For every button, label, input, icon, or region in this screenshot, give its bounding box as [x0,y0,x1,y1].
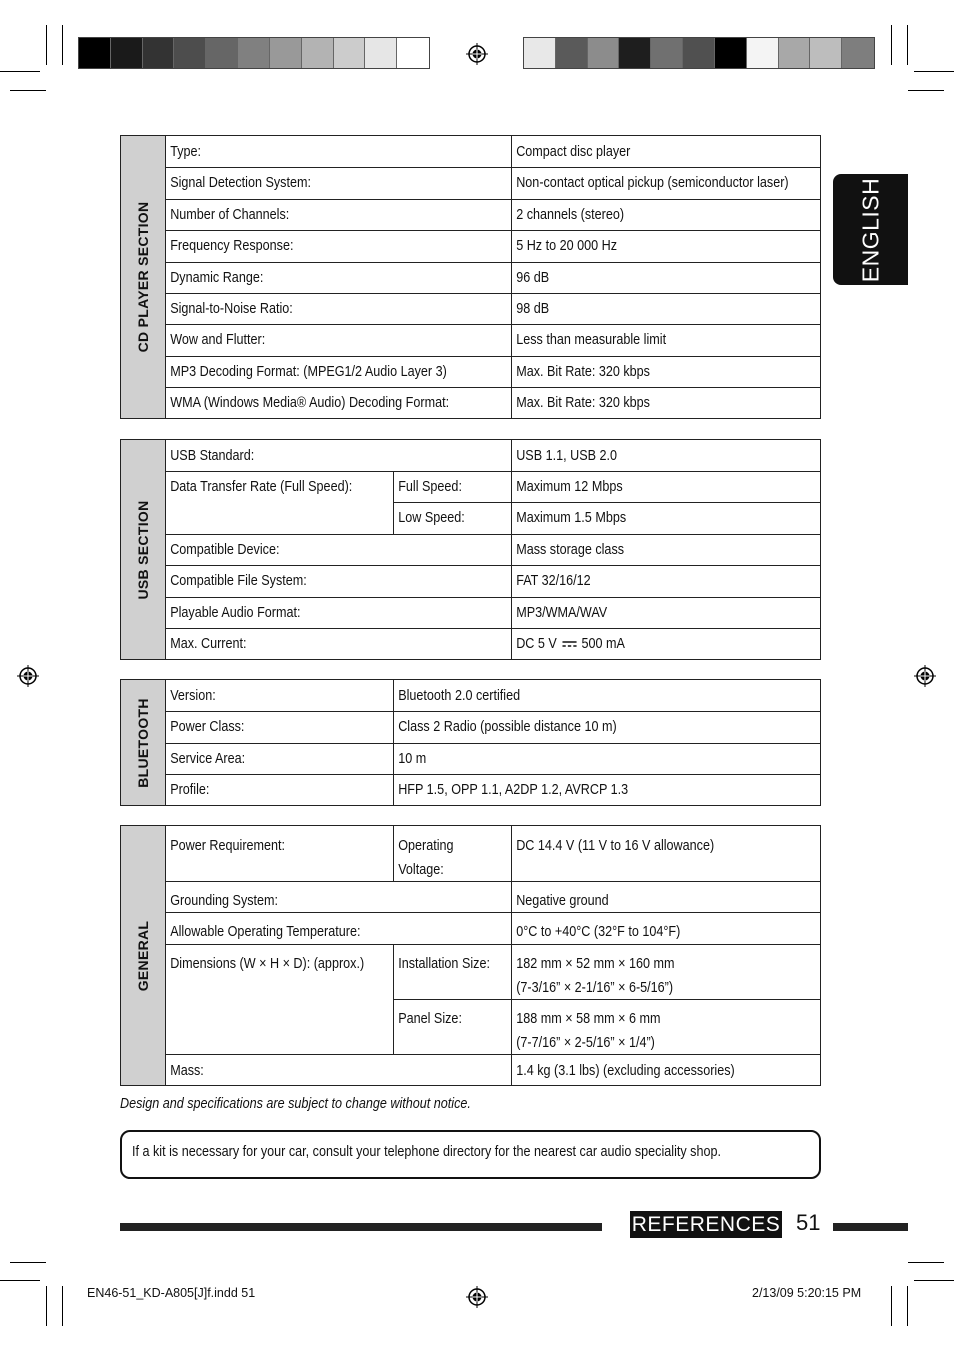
bluetooth-spec-table [120,679,821,806]
spec-key: Type: [170,143,202,160]
spec-value: USB 1.1, USB 2.0 [516,447,618,464]
footer-rule-left [120,1223,602,1231]
registration-mark-icon [17,665,39,687]
spec-subkey: Panel Size: [398,1010,462,1027]
color-calibration-bar-right [523,37,875,69]
spec-value: 98 dB [516,300,550,317]
color-swatch [79,38,111,68]
color-swatch [683,38,715,68]
spec-subkey: Installation Size: [398,955,490,972]
color-swatch [206,38,238,68]
spec-key: Power Class: [170,718,245,736]
color-swatch [365,38,397,68]
language-tab-label: ENGLISH [857,177,883,282]
spec-value [512,628,625,656]
spec-value: 10 m [398,749,427,767]
spec-value: 5 Hz to 20 000 Hz [516,237,618,255]
color-swatch [651,38,683,68]
section-label-text: GENERAL [135,920,151,991]
dc-symbol-icon [562,640,576,648]
spec-key: WMA (Windows Media® Audio) Decoding Format: [170,394,450,412]
spec-key: MP3 Decoding Format: (MPEG1/2 Audio Layer 3) [170,362,447,380]
spec-value: Non-contact optical pickup (semiconductor laser) [516,174,789,192]
spec-value: Mass storage class [516,541,625,558]
spec-key: Version: [170,687,216,704]
spec-key: Signal-to-Noise Ratio: [170,300,293,317]
spec-value [512,948,674,1000]
spec-subkey: Low Speed: [398,509,465,526]
section-label-text: USB SECTION [135,500,151,599]
language-tab [833,174,908,285]
color-swatch [619,38,651,68]
installation-imperial: (7-3/16” × 2-1/16” × 6-5/16”) [516,979,674,996]
spec-value: Maximum 12 Mbps [516,478,623,495]
color-swatch [397,38,429,68]
spec-value: Compact disc player [516,143,631,160]
spec-key: Playable Audio Format: [170,604,301,621]
section-label [121,826,166,1085]
spec-value: DC 14.4 V (11 V to 16 V allowance) [516,837,715,854]
color-swatch [334,38,366,68]
spec-value: 0°C to +40°C (32°F to 104°F) [516,923,681,940]
spec-value: FAT 32/16/12 [516,572,591,589]
page-number: 51 [796,1210,821,1235]
cd-player-spec-table [120,135,821,419]
color-swatch [747,38,779,68]
spec-value: 2 channels (stereo) [516,205,625,223]
spec-value: Class 2 Radio (possible distance 10 m) [398,718,617,736]
spec-key: Allowable Operating Temperature: [170,923,361,940]
spec-key: USB Standard: [170,447,255,464]
spec-key: Service Area: [170,749,246,767]
spec-value: HFP 1.5, OPP 1.1, A2DP 1.2, AVRCP 1.3 [398,780,629,798]
color-swatch [810,38,842,68]
registration-mark-icon [914,665,936,687]
spec-key: Signal Detection System: [170,174,311,192]
section-label-text: CD PLAYER SECTION [135,201,151,353]
spec-key: Compatible Device: [170,541,280,558]
spec-value: Max. Bit Rate: 320 kbps [516,394,650,412]
current-voltage: DC 5 V [516,635,557,652]
current-amperage: 500 mA [581,635,625,652]
color-swatch [302,38,334,68]
section-label [121,680,166,805]
color-swatch [842,38,874,68]
spec-key: Compatible File System: [170,572,307,589]
spec-value: Negative ground [516,892,609,909]
spec-disclaimer: Design and specifications are subject to change without notice. [120,1095,471,1112]
spec-value: Bluetooth 2.0 certified [398,687,521,704]
color-swatch [143,38,175,68]
color-swatch [270,38,302,68]
section-name-badge: REFERENCES [631,1213,781,1236]
color-swatch [524,38,556,68]
registration-mark-icon [466,43,488,65]
voltage-label: Voltage: [398,861,444,878]
section-label-text: BLUETOOTH [135,697,151,788]
spec-value: Less than measurable limit [516,331,667,349]
color-swatch [238,38,270,68]
spec-subkey: Full Speed: [398,478,462,495]
spec-key: Dynamic Range: [170,268,264,286]
spec-key: Wow and Flutter: [170,331,266,349]
spec-key: Frequency Response: [170,237,294,255]
color-swatch [111,38,143,68]
footer-rule-right [833,1223,908,1231]
color-swatch [588,38,620,68]
spec-value: Maximum 1.5 Mbps [516,509,627,526]
spec-key: Mass: [170,1062,204,1079]
spec-subkey [394,830,454,882]
spec-key: Grounding System: [170,892,279,909]
color-swatch [174,38,206,68]
installation-metric: 182 mm × 52 mm × 160 mm [516,955,675,972]
general-spec-table [120,825,821,1086]
panel-metric: 188 mm × 58 mm × 6 mm [516,1010,661,1027]
spec-key: Dimensions (W × H × D): (approx.) [170,955,365,972]
color-calibration-bar-left [78,37,430,69]
kit-notice-text: If a kit is necessary for your car, consult your telephone directory for the nearest car audio speciality shop. [132,1143,721,1160]
kit-notice-box [120,1130,821,1179]
spec-key: Number of Channels: [170,205,290,223]
registration-mark-icon [466,1286,488,1308]
color-swatch [715,38,747,68]
spec-key: Power Requirement: [170,837,286,854]
file-slug: EN46-51_KD-A805[J]f.indd 51 [87,1286,256,1300]
spec-value: MP3/WMA/WAV [516,604,608,621]
spec-value: 1.4 kg (3.1 lbs) (excluding accessories) [516,1062,735,1079]
spec-key: Max. Current: [170,635,247,652]
spec-value [512,1003,660,1055]
print-timestamp: 2/13/09 5:20:15 PM [752,1286,862,1300]
color-swatch [556,38,588,68]
spec-value: 96 dB [516,268,550,286]
section-label [121,440,166,659]
spec-key: Data Transfer Rate (Full Speed): [170,478,353,495]
spec-value: Max. Bit Rate: 320 kbps [516,362,650,380]
section-label [121,136,166,418]
panel-imperial: (7-7/16” × 2-5/16” × 1/4”) [516,1034,655,1051]
color-swatch [779,38,811,68]
usb-spec-table [120,439,821,660]
operating-label: Operating [398,837,454,854]
spec-key: Profile: [170,780,210,798]
